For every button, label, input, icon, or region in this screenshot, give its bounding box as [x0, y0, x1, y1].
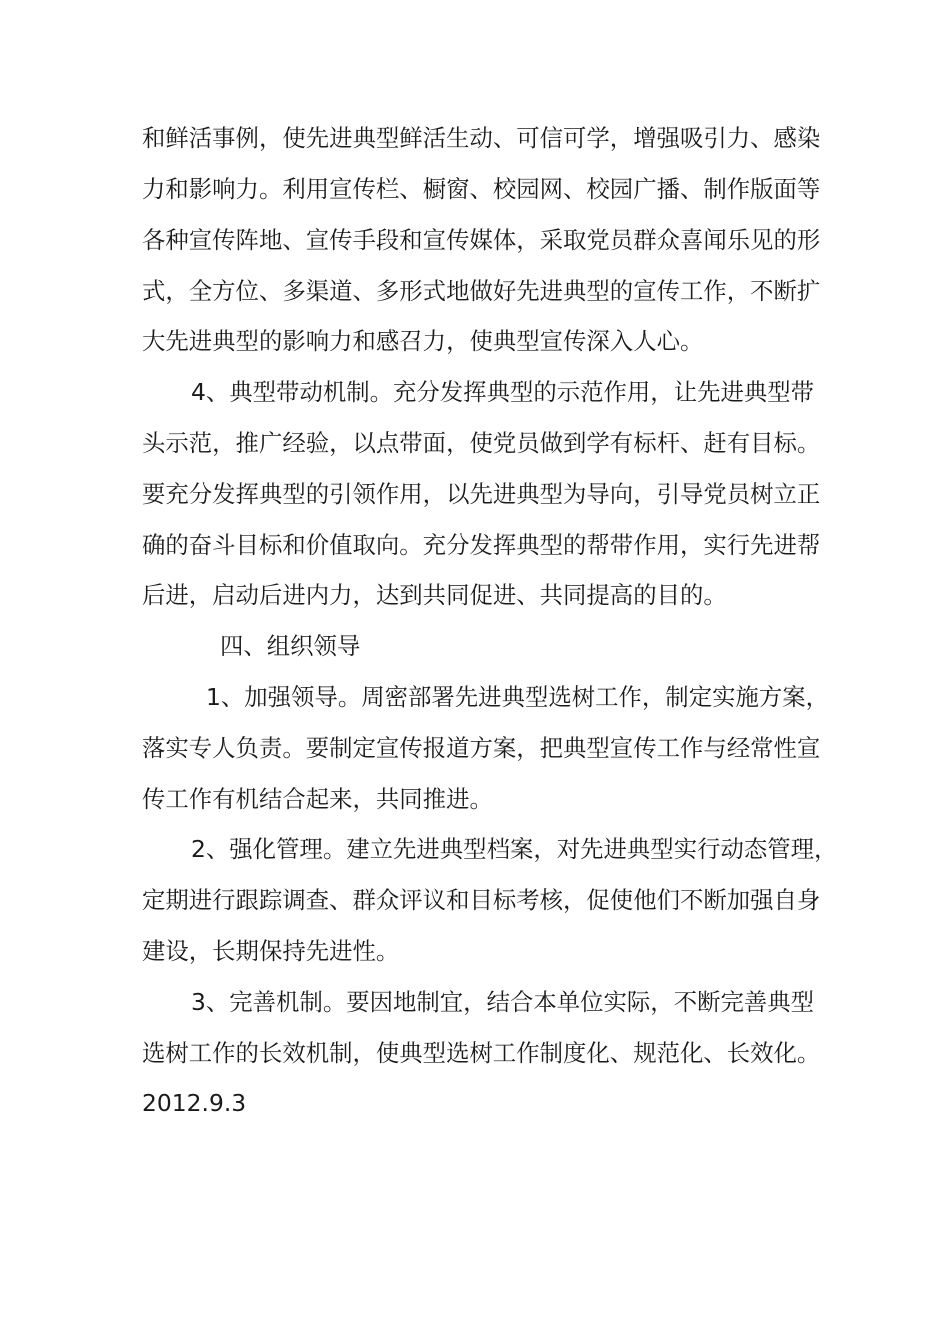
paragraph-3-line-2: 落实专人负责。要制定宣传报道方案，把典型宣传工作与经常性宣 [142, 734, 821, 762]
paragraph-5-line-2: 选树工作的长效机制，使典型选树工作制度化、规范化、长效化。 [142, 1039, 821, 1067]
paragraph-2-line-4: 确的奋斗目标和价值取向。充分发挥典型的帮带作用，实行先进帮 [142, 531, 821, 559]
paragraph-2-line-3: 要充分发挥典型的引领作用，以先进典型为导向，引导党员树立正 [142, 480, 821, 508]
paragraph-3-line-3: 传工作有机结合起来，共同推进。 [142, 785, 493, 813]
paragraph-1-line-1: 和鲜活事例，使先进典型鲜活生动、可信可学，增强吸引力、感染 [142, 124, 821, 152]
paragraph-1-line-4: 式，全方位、多渠道、多形式地做好先进典型的宣传工作，不断扩 [142, 277, 821, 305]
paragraph-4-line-2: 定期进行跟踪调查、群众评议和目标考核，促使他们不断加强自身 [142, 886, 821, 914]
section-heading: 四、组织领导 [220, 632, 361, 660]
paragraph-1-line-3: 各种宣传阵地、宣传手段和宣传媒体，采取党员群众喜闻乐见的形 [142, 226, 821, 254]
paragraph-3-line-1: 1、加强领导。周密部署先进典型选树工作，制定实施方案， [206, 683, 830, 711]
paragraph-1-line-2: 力和影响力。利用宣传栏、橱窗、校园网、校园广播、制作版面等 [142, 175, 821, 203]
document-date: 2012.9.3 [142, 1089, 247, 1117]
paragraph-2-line-2: 头示范，推广经验，以点带面，使党员做到学有标杆、赶有目标。 [142, 429, 821, 457]
paragraph-2-line-5: 后进，启动后进内力，达到共同促进、共同提高的目的。 [142, 581, 727, 609]
paragraph-1-line-5: 大先进典型的影响力和感召力，使典型宣传深入人心。 [142, 327, 704, 355]
paragraph-5-line-1: 3、完善机制。要因地制宜，结合本单位实际，不断完善典型 [191, 988, 815, 1016]
paragraph-4-line-1: 2、强化管理。建立先进典型档案，对先进典型实行动态管理， [191, 835, 838, 863]
paragraph-2-line-1: 4、典型带动机制。充分发挥典型的示范作用，让先进典型带 [191, 378, 815, 406]
paragraph-4-line-3: 建设，长期保持先进性。 [142, 937, 400, 965]
